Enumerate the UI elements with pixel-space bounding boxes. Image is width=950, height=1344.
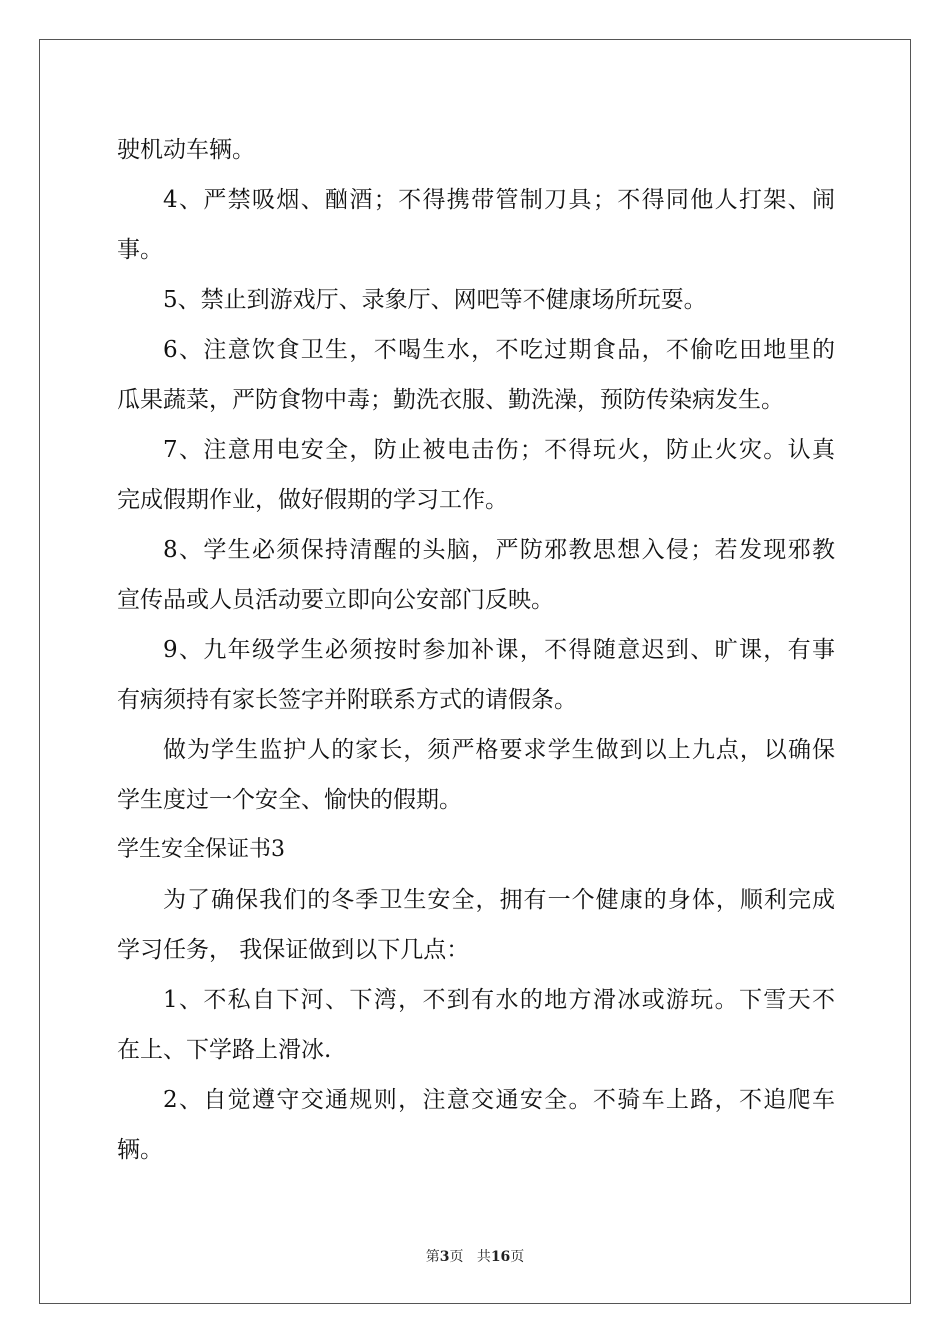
paragraph-line: 9、九年级学生必须按时参加补课，不得随意迟到、旷课，有事 <box>163 637 835 663</box>
paragraph-line: 宣传品或人员活动要立即向公安部门反映。 <box>117 587 554 613</box>
paragraph-line: 6、注意饮食卫生，不喝生水，不吃过期食品，不偷吃田地里的 <box>163 337 835 363</box>
paragraph-line: 为了确保我们的冬季卫生安全，拥有一个健康的身体，顺利完成 <box>163 887 835 913</box>
total-pages-prefix: 共 <box>476 1249 491 1265</box>
paragraph-line: 学习任务， 我保证做到以下几点： <box>117 937 470 963</box>
paragraph-line: 1、不私自下河、下湾，不到有水的地方滑冰或游玩。下雪天不 <box>163 987 835 1013</box>
paragraph-line: 4、严禁吸烟、酗酒；不得携带管制刀具；不得同他人打架、闹 <box>163 187 835 213</box>
section-heading: 学生安全保证书3 <box>117 837 285 862</box>
paragraph-line: 有病须持有家长签字并附联系方式的请假条。 <box>117 687 577 713</box>
page-footer <box>0 1246 950 1266</box>
paragraph-line: 5、禁止到游戏厅、录象厅、网吧等不健康场所玩耍。 <box>163 287 707 313</box>
paragraph-line: 辆。 <box>117 1137 163 1163</box>
document-body <box>117 125 835 1175</box>
paragraph-line: 8、学生必须保持清醒的头脑，严防邪教思想入侵；若发现邪教 <box>163 537 835 563</box>
page-number-unit: 页 <box>449 1249 464 1265</box>
paragraph-line: 完成假期作业，做好假期的学习工作。 <box>117 487 508 513</box>
page-number-prefix: 第 <box>425 1249 440 1265</box>
paragraph-line: 2、自觉遵守交通规则，注意交通安全。不骑车上路，不追爬车 <box>163 1087 835 1113</box>
paragraph-line: 7、注意用电安全，防止被电击伤；不得玩火，防止火灾。认真 <box>163 437 835 463</box>
page-number: 3 <box>439 1249 450 1265</box>
total-pages-unit: 页 <box>510 1249 525 1265</box>
paragraph-line: 事。 <box>117 237 163 263</box>
paragraph-line: 瓜果蔬菜，严防食物中毒；勤洗衣服、勤洗澡，预防传染病发生。 <box>117 387 784 413</box>
paragraph-line: 在上、下学路上滑冰. <box>117 1037 332 1063</box>
paragraph-line: 做为学生监护人的家长，须严格要求学生做到以上九点，以确保 <box>163 737 835 763</box>
paragraph-line: 驶机动车辆。 <box>117 137 255 163</box>
total-pages: 16 <box>490 1249 511 1265</box>
paragraph-line: 学生度过一个安全、愉快的假期。 <box>117 787 462 813</box>
